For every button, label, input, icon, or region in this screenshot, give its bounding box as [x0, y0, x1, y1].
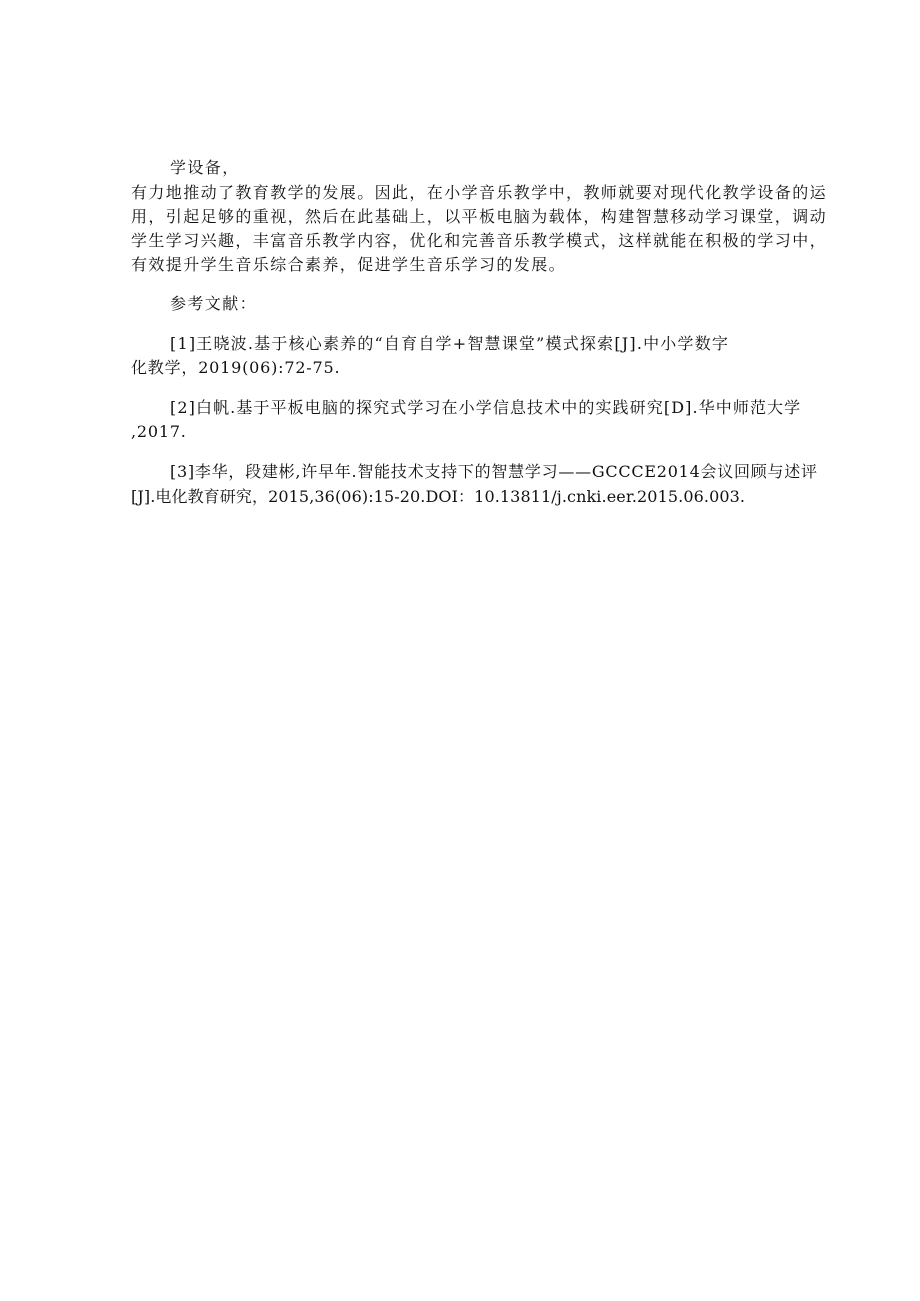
body-text-line: 有效提升学生音乐综合素养，促进学生音乐学习的发展。 — [131, 255, 567, 274]
reference-item-1-line-1: [1]王晓波.基于核心素养的“自育自学+智慧课堂”模式探索[J].中小学数字 — [170, 334, 730, 353]
references-heading: 参考文献： — [170, 294, 258, 313]
reference-item-2-line-2: ,2017. — [131, 422, 187, 441]
reference-item-2-line-1: [2]白帆.基于平板电脑的探究式学习在小学信息技术中的实践研究[D].华中师范大学 — [170, 398, 802, 417]
reference-item-3-line-2: [J].电化教育研究，2015,36(06):15-20.DOI：10.13811/j.cnki.eer.2015.06.003. — [131, 487, 746, 506]
body-text-line: 用，引起足够的重视，然后在此基础上，以平板电脑为载体，构建智慧移动学习课堂，调动 — [131, 207, 828, 226]
reference-item-3-line-1: [3]李华，段建彬,许早年.智能技术支持下的智慧学习——GCCCE2014会议回顾与述评 — [170, 462, 818, 481]
body-text-line: 有力地推动了教育教学的发展。因此，在小学音乐教学中，教师就要对现代化教学设备的运 — [131, 183, 828, 202]
reference-item-1-line-2: 化教学，2019(06):72-75. — [131, 358, 341, 377]
body-text-line: 学生学习兴趣，丰富音乐教学内容，优化和完善音乐教学模式，这样就能在积极的学习中， — [131, 231, 828, 250]
body-text-line: 学设备， — [170, 158, 240, 177]
